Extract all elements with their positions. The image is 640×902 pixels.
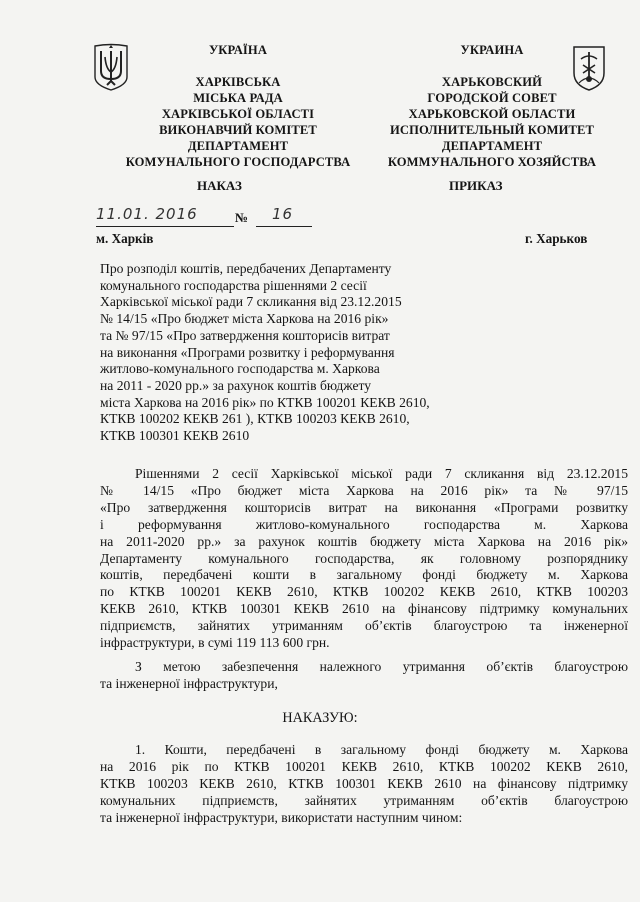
city-ua: м. Харків (96, 231, 154, 246)
subject-line: на виконання «Програми розвитку і реформування (100, 344, 395, 360)
handwritten-number: 16 (272, 205, 294, 223)
paragraph-line: КЕКВ 2610, КТКВ 100301 КЕКВ 2610 на фінансову підтримку комунальних (100, 601, 628, 617)
paragraph-line: інфраструктури, в сумі 119 113 600 грн. (100, 635, 330, 651)
header-ru-line: ИСПОЛНИТЕЛЬНЫЙ КОМИТЕТ (390, 123, 594, 137)
paragraph-line: по КТКВ 100201 КЕКВ 2610, КТКВ 100202 КЕКВ 2610, КТКВ 100203 (100, 584, 628, 600)
order-subject (100, 261, 480, 445)
country-name-ru: УКРАИНА (460, 43, 524, 57)
subject-line: міста Харкова на 2016 рік» по КТКВ 100201 КЕКВ 2610, (100, 394, 430, 410)
paragraph-line: «Про затвердження кошторисів витрат на виконання «Програми розвитку (100, 499, 628, 515)
header-ru-line: ХАРЬКОВСКИЙ (441, 75, 543, 89)
order-heading: НАКАЗУЮ: (282, 710, 358, 726)
order-title-ua: НАКАЗ (197, 178, 242, 193)
city-ru: г. Харьков (525, 231, 588, 246)
paragraph-line: і реформування житлово-комунального господарства м. Харкова (100, 516, 628, 532)
item-line: 1. Кошти, передбачені в загальному фонді бюджету м. Харкова (135, 742, 628, 757)
order-title-ru: ПРИКАЗ (449, 178, 503, 193)
item-line: та інженерної інфраструктури, використати наступним чином: (100, 809, 463, 825)
paragraph-line: Департаменту комунального господарства, як головному розпоряднику (100, 550, 628, 566)
item-line: комунальних підприємств, зайнятих утриманням об’єктів благоустрою (100, 792, 628, 808)
header-ru-line: КОММУНАЛЬНОГО ХОЗЯЙСТВА (387, 155, 597, 169)
number-sign: № (235, 210, 249, 225)
item-line: КТКВ 100203 КЕКВ 2610, КТКВ 100301 КЕКВ 2610 на фінансову підтримку (100, 775, 628, 791)
date-number-line (96, 205, 316, 229)
date-underline (96, 226, 234, 227)
paragraph-line: Рішеннями 2 сесії Харківської міської ради 7 скликання від 23.12.2015 (135, 466, 628, 481)
subject-line: комунального господарства рішеннями 2 сесії (100, 277, 367, 293)
item-line: на 2016 рік по КТКВ 100201 КЕКВ 2610, КТКВ 100202 КЕКВ 2610, (100, 758, 628, 774)
header-ru-line: ДЕПАРТАМЕНТ (441, 139, 543, 153)
subject-line: № 14/15 «Про бюджет міста Харкова на 2016 рік» (100, 311, 389, 327)
header-ua-line: ХАРКІВСЬКОЇ ОБЛАСТІ (161, 107, 315, 121)
number-underline (256, 226, 312, 227)
paragraph-line: З метою забезпечення належного утримання об’єктів благоустрою (135, 659, 628, 674)
paragraph-line: та інженерної інфраструктури, (100, 675, 278, 691)
subject-line: КТКВ 100301 КЕКВ 2610 (100, 428, 250, 444)
header-ua-line: ХАРКІВСЬКА (195, 75, 281, 89)
header-ua-line: МІСЬКА РАДА (193, 91, 283, 105)
paragraph-line: на 2011-2020 рр.» за рахунок коштів бюджету міста Харкова на 2016 рік» (100, 533, 628, 549)
country-name-ua: УКРАЇНА (208, 43, 268, 57)
handwritten-date: 11.01. 2016 (96, 205, 198, 223)
header-ua-line: КОМУНАЛЬНОГО ГОСПОДАРСТВА (125, 155, 351, 169)
header-ua-line: ВИКОНАВЧИЙ КОМІТЕТ (159, 123, 317, 137)
paragraph-line: підприємств, зайнятих утриманням об’єктів благоустрою та інженерної (100, 618, 628, 634)
paragraph-purpose (100, 659, 628, 693)
subject-line: КТКВ 100202 КЕКВ 261 ), КТКВ 100203 КЕКВ 2610, (100, 411, 410, 427)
subject-line: Харківської міської ради 7 скликання від 23.12.2015 (100, 294, 402, 310)
header-russian (372, 42, 612, 170)
header-ru-line: ГОРОДСКОЙ СОВЕТ (427, 91, 557, 105)
subject-line: та № 97/15 «Про затвердження кошторисів витрат (100, 327, 390, 343)
paragraph-line: коштів, передбачені кошти в загальному фонді бюджету м. Харкова (100, 567, 628, 583)
subject-line: житлово-комунального господарства м. Харкова (100, 361, 380, 377)
header-ru-line: ХАРЬКОВСКОЙ ОБЛАСТИ (408, 107, 576, 121)
paragraph-decision (100, 466, 628, 652)
subject-line: на 2011 - 2020 рр.» за рахунок коштів бюджету (100, 377, 372, 393)
subject-line: Про розподіл коштів, передбачених Департаменту (100, 261, 392, 276)
order-item-1 (100, 742, 628, 827)
paragraph-line: № 14/15 «Про бюджет міста Харкова на 2016 рік» та № 97/15 (100, 482, 628, 498)
header-ua-line: ДЕПАРТАМЕНТ (187, 139, 289, 153)
header-ukrainian (118, 42, 358, 170)
